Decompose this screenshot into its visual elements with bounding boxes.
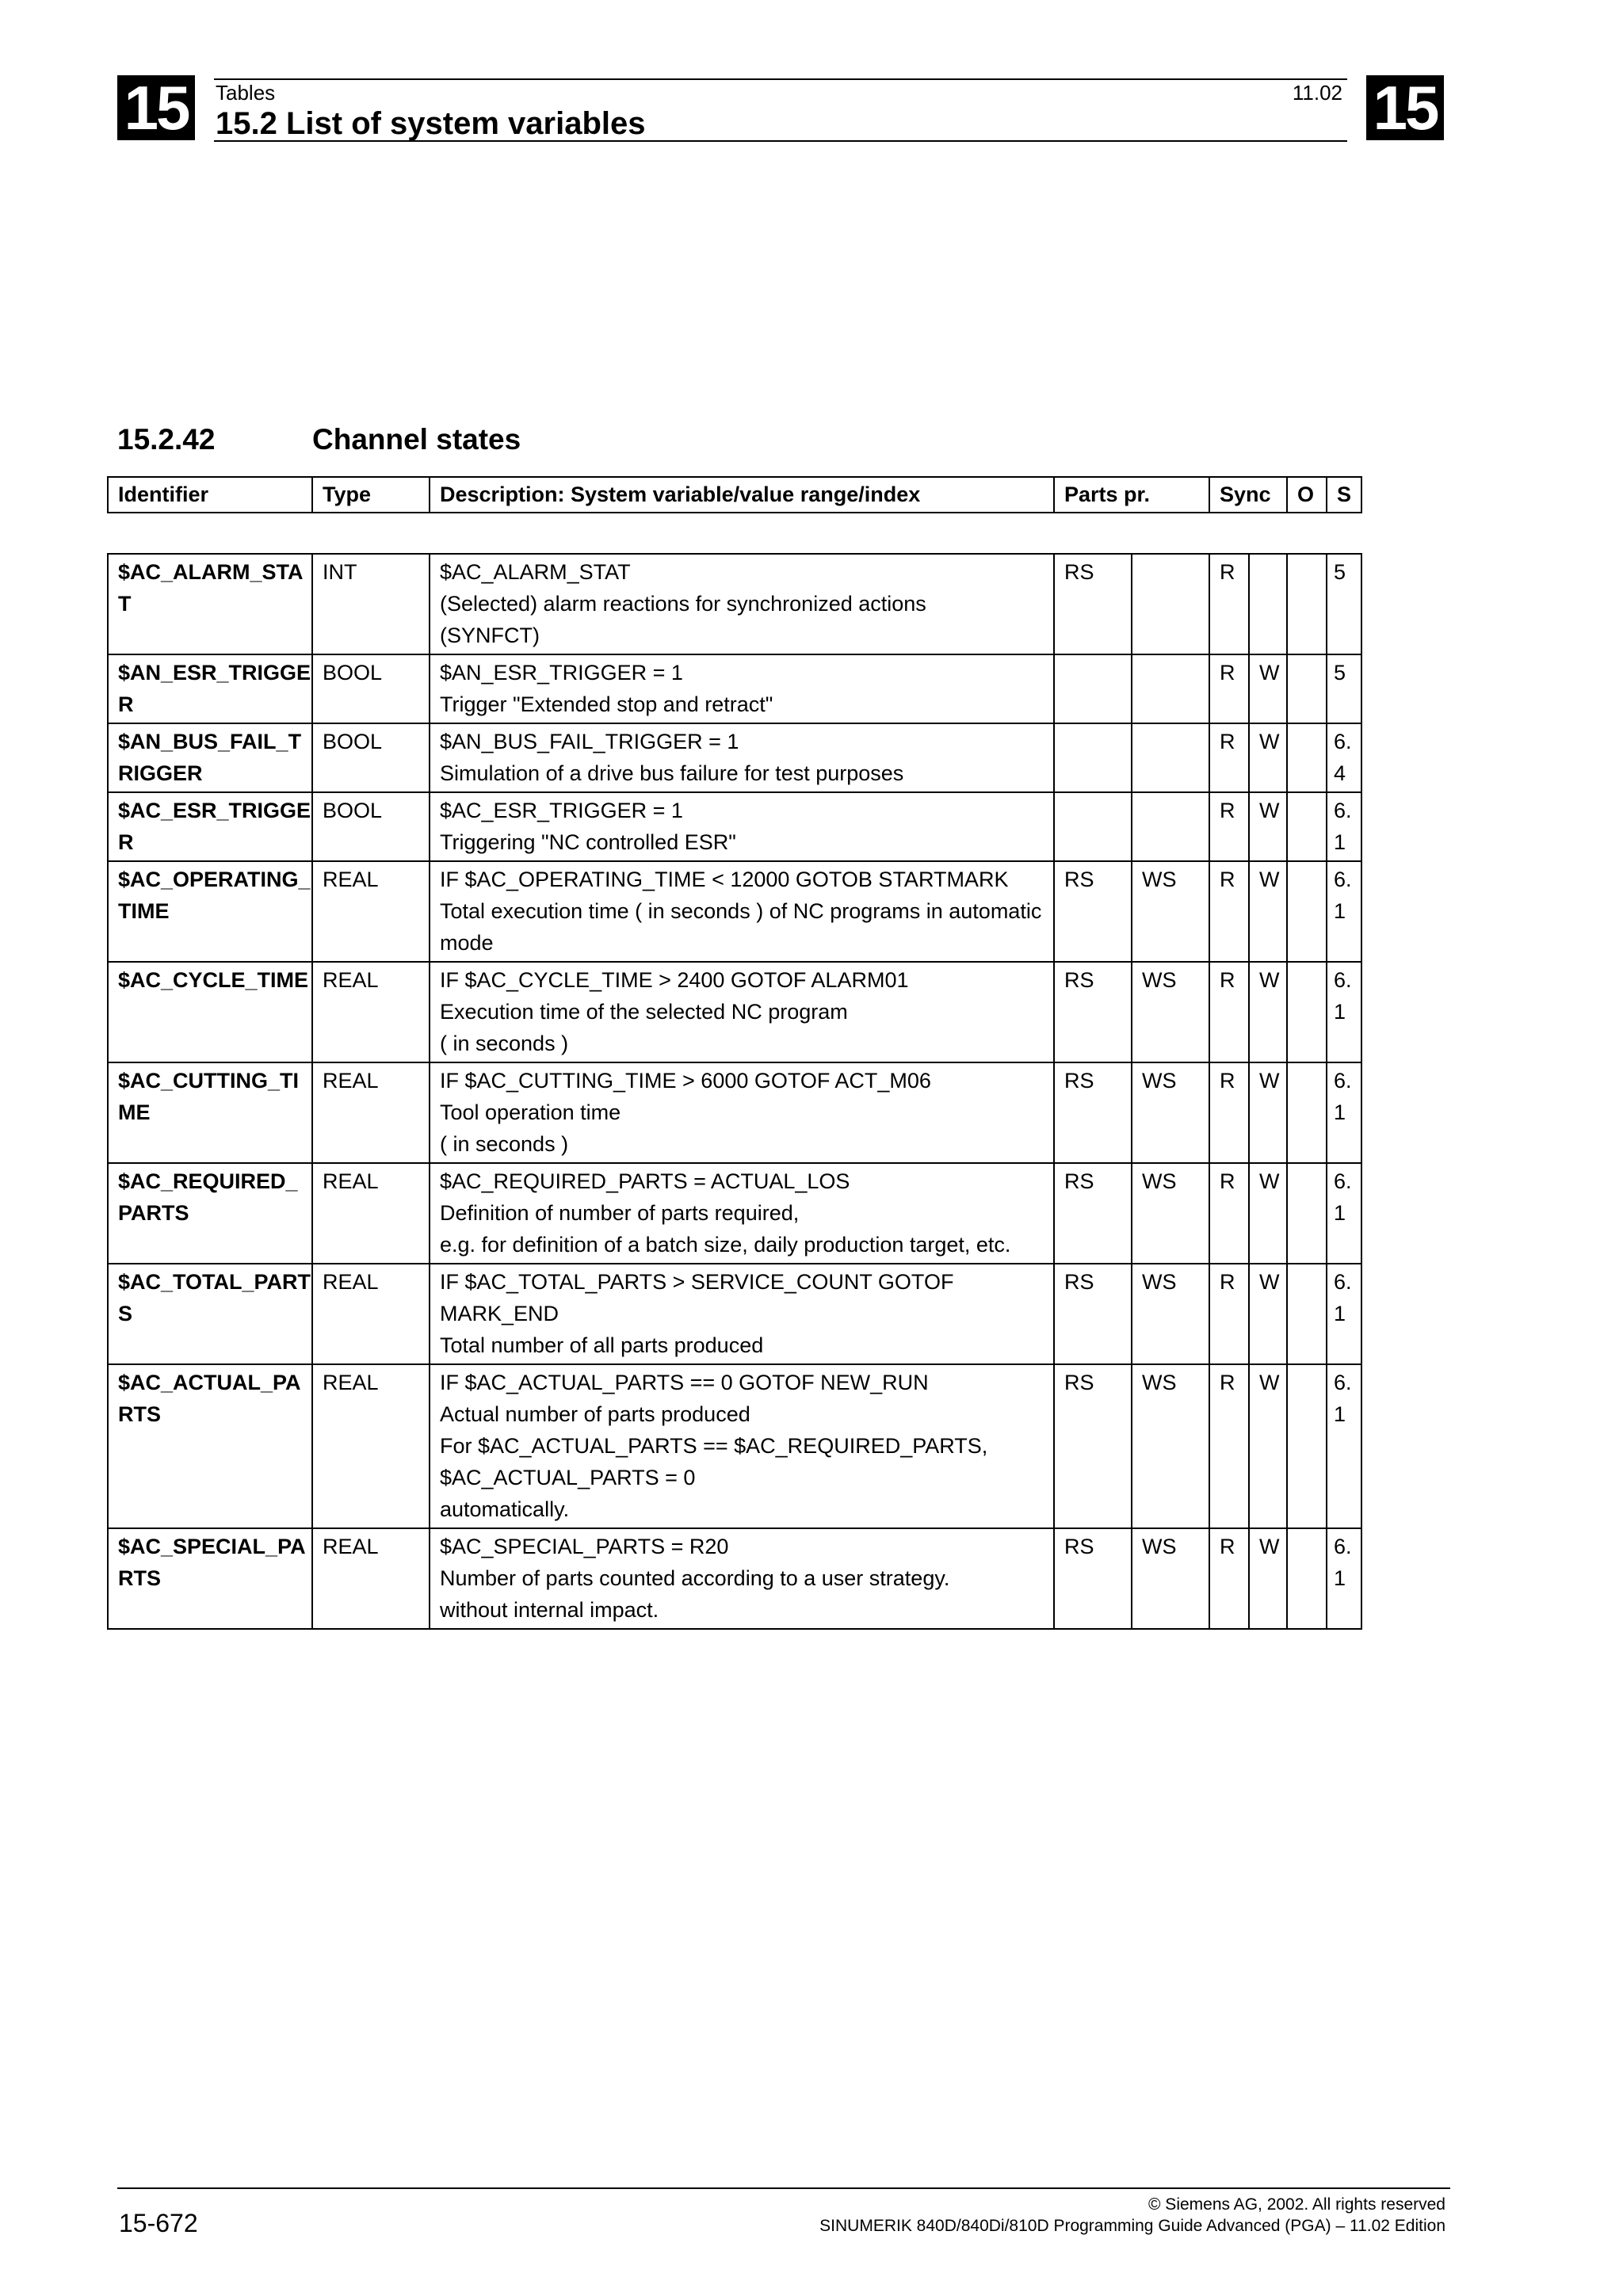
cell-type: INT — [312, 554, 430, 654]
cell-o — [1287, 1528, 1327, 1629]
cell-parts-read: RS — [1054, 1264, 1132, 1364]
table-row — [108, 1364, 1361, 1528]
table-row — [108, 554, 1361, 654]
cell-sync-read: R — [1209, 654, 1249, 723]
cell-identifier: $AN_ESR_TRIGGER — [108, 654, 312, 723]
cell-identifier: $AC_ACTUAL_PARTS — [108, 1364, 312, 1528]
description-line: IF $AC_TOTAL_PARTS > SERVICE_COUNT GOTOF MARK_END — [440, 1270, 954, 1325]
cell-identifier: $AC_ESR_TRIGGER — [108, 792, 312, 861]
cell-sync-read: R — [1209, 962, 1249, 1062]
cell-type: REAL — [312, 1528, 430, 1629]
cell-sync-read: R — [1209, 554, 1249, 654]
cell-parts-write: WS — [1132, 1364, 1209, 1528]
cell-parts-read — [1054, 723, 1132, 792]
cell-sync-write: W — [1249, 792, 1287, 861]
cell-identifier: $AC_OPERATING_TIME — [108, 861, 312, 962]
cell-type: REAL — [312, 1264, 430, 1364]
table-row — [108, 962, 1361, 1062]
cell-identifier: $AC_CYCLE_TIME — [108, 962, 312, 1062]
cell-sync-write: W — [1249, 1163, 1287, 1264]
cell-parts-read: RS — [1054, 1364, 1132, 1528]
description-line: Total number of all parts produced — [440, 1333, 764, 1357]
cell-identifier: $AC_REQUIRED_PARTS — [108, 1163, 312, 1264]
cell-description — [430, 962, 1054, 1062]
header-o: O — [1287, 477, 1327, 513]
cell-o — [1287, 1264, 1327, 1364]
description-line: e.g. for definition of a batch size, daily production target, etc. — [440, 1233, 1011, 1257]
cell-sync-read: R — [1209, 1528, 1249, 1629]
cell-s: 6.4 — [1327, 723, 1361, 792]
footer-rule — [117, 2187, 1450, 2189]
description-line: ( in seconds ) — [440, 1032, 569, 1055]
description-line: Trigger "Extended stop and retract" — [440, 692, 773, 716]
description-line: IF $AC_ACTUAL_PARTS == 0 GOTOF NEW_RUN — [440, 1371, 929, 1394]
cell-s: 6.1 — [1327, 1264, 1361, 1364]
cell-parts-read: RS — [1054, 1528, 1132, 1629]
description-line: IF $AC_CUTTING_TIME > 6000 GOTOF ACT_M06 — [440, 1069, 931, 1093]
description-line: without internal impact. — [440, 1598, 659, 1622]
cell-parts-write — [1132, 554, 1209, 654]
cell-s: 6.1 — [1327, 1062, 1361, 1163]
cell-sync-write: W — [1249, 861, 1287, 962]
cell-sync-read: R — [1209, 861, 1249, 962]
cell-s: 6.1 — [1327, 792, 1361, 861]
cell-sync-write: W — [1249, 1264, 1287, 1364]
cell-parts-write: WS — [1132, 1163, 1209, 1264]
cell-s: 6.1 — [1327, 1163, 1361, 1264]
cell-s: 6.1 — [1327, 1364, 1361, 1528]
cell-s: 5 — [1327, 654, 1361, 723]
cell-description — [430, 792, 1054, 861]
section-title: Channel states — [312, 423, 521, 456]
description-line: automatically. — [440, 1497, 570, 1521]
cell-sync-read: R — [1209, 723, 1249, 792]
cell-description — [430, 1528, 1054, 1629]
header-parts-pr: Parts pr. — [1054, 477, 1209, 513]
cell-sync-write: W — [1249, 1062, 1287, 1163]
cell-o — [1287, 1062, 1327, 1163]
header-rule-top — [214, 78, 1347, 80]
description-line: Actual number of parts produced — [440, 1402, 750, 1426]
manual-title: SINUMERIK 840D/840Di/810D Programming Guide Advanced (PGA) – 11.02 Edition — [819, 2217, 1445, 2235]
description-line: $AC_REQUIRED_PARTS = ACTUAL_LOS — [440, 1169, 850, 1193]
cell-parts-read: RS — [1054, 1163, 1132, 1264]
cell-description — [430, 723, 1054, 792]
cell-sync-read: R — [1209, 1364, 1249, 1528]
cell-parts-write — [1132, 723, 1209, 792]
cell-s: 6.1 — [1327, 861, 1361, 962]
description-line: For $AC_ACTUAL_PARTS == $AC_REQUIRED_PARTS, $AC_ACTUAL_PARTS = 0 — [440, 1434, 988, 1489]
variables-table — [107, 553, 1362, 1630]
cell-description — [430, 1364, 1054, 1528]
description-line: Simulation of a drive bus failure for test purposes — [440, 761, 904, 785]
chapter-badge-left: 15 — [117, 75, 195, 140]
cell-parts-read: RS — [1054, 861, 1132, 962]
description-line: $AC_SPECIAL_PARTS = R20 — [440, 1535, 729, 1558]
description-line: Definition of number of parts required, — [440, 1201, 800, 1225]
description-line: IF $AC_CYCLE_TIME > 2400 GOTOF ALARM01 — [440, 968, 909, 992]
description-line: (Selected) alarm reactions for synchronized actions — [440, 592, 926, 616]
header-type: Type — [312, 477, 430, 513]
description-line: $AC_ESR_TRIGGER = 1 — [440, 799, 683, 822]
cell-parts-write: WS — [1132, 1264, 1209, 1364]
cell-type: REAL — [312, 1163, 430, 1264]
cell-s: 6.1 — [1327, 1528, 1361, 1629]
page-number: 15-672 — [119, 2209, 198, 2237]
cell-type: REAL — [312, 962, 430, 1062]
cell-sync-write: W — [1249, 654, 1287, 723]
cell-parts-write — [1132, 654, 1209, 723]
description-line: $AC_ALARM_STAT — [440, 560, 631, 584]
cell-o — [1287, 723, 1327, 792]
table-row — [108, 1062, 1361, 1163]
cell-o — [1287, 861, 1327, 962]
table-row — [108, 792, 1361, 861]
cell-sync-read: R — [1209, 792, 1249, 861]
cell-description — [430, 1163, 1054, 1264]
table-row — [108, 1528, 1361, 1629]
description-line: Total execution time ( in seconds ) of NC programs in automatic mode — [440, 899, 1042, 955]
table-header — [107, 476, 1362, 513]
description-line: Number of parts counted according to a user strategy. — [440, 1566, 950, 1590]
cell-parts-read — [1054, 654, 1132, 723]
header-section-label: Tables — [216, 81, 276, 105]
cell-description — [430, 554, 1054, 654]
cell-parts-read: RS — [1054, 962, 1132, 1062]
cell-parts-write: WS — [1132, 1528, 1209, 1629]
cell-parts-read — [1054, 792, 1132, 861]
chapter-badge-right: 15 — [1366, 75, 1444, 140]
cell-type: BOOL — [312, 723, 430, 792]
description-line: $AN_BUS_FAIL_TRIGGER = 1 — [440, 730, 739, 753]
cell-o — [1287, 1364, 1327, 1528]
cell-identifier: $AC_CUTTING_TIME — [108, 1062, 312, 1163]
cell-s: 5 — [1327, 554, 1361, 654]
description-line: IF $AC_OPERATING_TIME < 12000 GOTOB STARTMARK — [440, 868, 1009, 891]
header-rule-bottom — [214, 140, 1347, 142]
table-row — [108, 723, 1361, 792]
cell-identifier: $AN_BUS_FAIL_TRIGGER — [108, 723, 312, 792]
cell-sync-read: R — [1209, 1062, 1249, 1163]
header-date: 11.02 — [1292, 81, 1342, 105]
table-row — [108, 654, 1361, 723]
cell-description — [430, 861, 1054, 962]
description-line: Execution time of the selected NC program — [440, 1000, 848, 1024]
cell-parts-write — [1132, 792, 1209, 861]
cell-o — [1287, 962, 1327, 1062]
header-description: Description: System variable/value range/index — [430, 477, 1054, 513]
header-sync: Sync — [1209, 477, 1287, 513]
cell-type: BOOL — [312, 792, 430, 861]
table-row — [108, 861, 1361, 962]
description-line: $AN_ESR_TRIGGER = 1 — [440, 661, 683, 685]
cell-sync-write: W — [1249, 962, 1287, 1062]
header-identifier: Identifier — [108, 477, 312, 513]
description-line: Tool operation time — [440, 1100, 621, 1124]
cell-description — [430, 654, 1054, 723]
cell-s: 6.1 — [1327, 962, 1361, 1062]
cell-type: REAL — [312, 1364, 430, 1528]
cell-parts-read: RS — [1054, 1062, 1132, 1163]
cell-sync-read: R — [1209, 1163, 1249, 1264]
table-row — [108, 1163, 1361, 1264]
cell-identifier: $AC_ALARM_STAT — [108, 554, 312, 654]
cell-identifier: $AC_SPECIAL_PARTS — [108, 1528, 312, 1629]
section-number: 15.2.42 — [117, 423, 216, 456]
header-s: S — [1327, 477, 1361, 513]
cell-identifier: $AC_TOTAL_PARTS — [108, 1264, 312, 1364]
cell-sync-read: R — [1209, 1264, 1249, 1364]
cell-sync-write: W — [1249, 1364, 1287, 1528]
cell-o — [1287, 654, 1327, 723]
description-line: Triggering "NC controlled ESR" — [440, 830, 736, 854]
cell-parts-write: WS — [1132, 962, 1209, 1062]
cell-description — [430, 1062, 1054, 1163]
cell-o — [1287, 554, 1327, 654]
cell-o — [1287, 792, 1327, 861]
cell-parts-write: WS — [1132, 861, 1209, 962]
cell-sync-write — [1249, 554, 1287, 654]
copyright-notice: © Siemens AG, 2002. All rights reserved — [1148, 2195, 1445, 2214]
cell-type: REAL — [312, 861, 430, 962]
description-line: (SYNFCT) — [440, 624, 540, 647]
page-title: 15.2 List of system variables — [216, 106, 646, 141]
cell-parts-write: WS — [1132, 1062, 1209, 1163]
cell-sync-write: W — [1249, 723, 1287, 792]
cell-parts-read: RS — [1054, 554, 1132, 654]
cell-type: BOOL — [312, 654, 430, 723]
description-line: ( in seconds ) — [440, 1132, 569, 1156]
cell-type: REAL — [312, 1062, 430, 1163]
table-row — [108, 1264, 1361, 1364]
cell-description — [430, 1264, 1054, 1364]
cell-sync-write: W — [1249, 1528, 1287, 1629]
cell-o — [1287, 1163, 1327, 1264]
